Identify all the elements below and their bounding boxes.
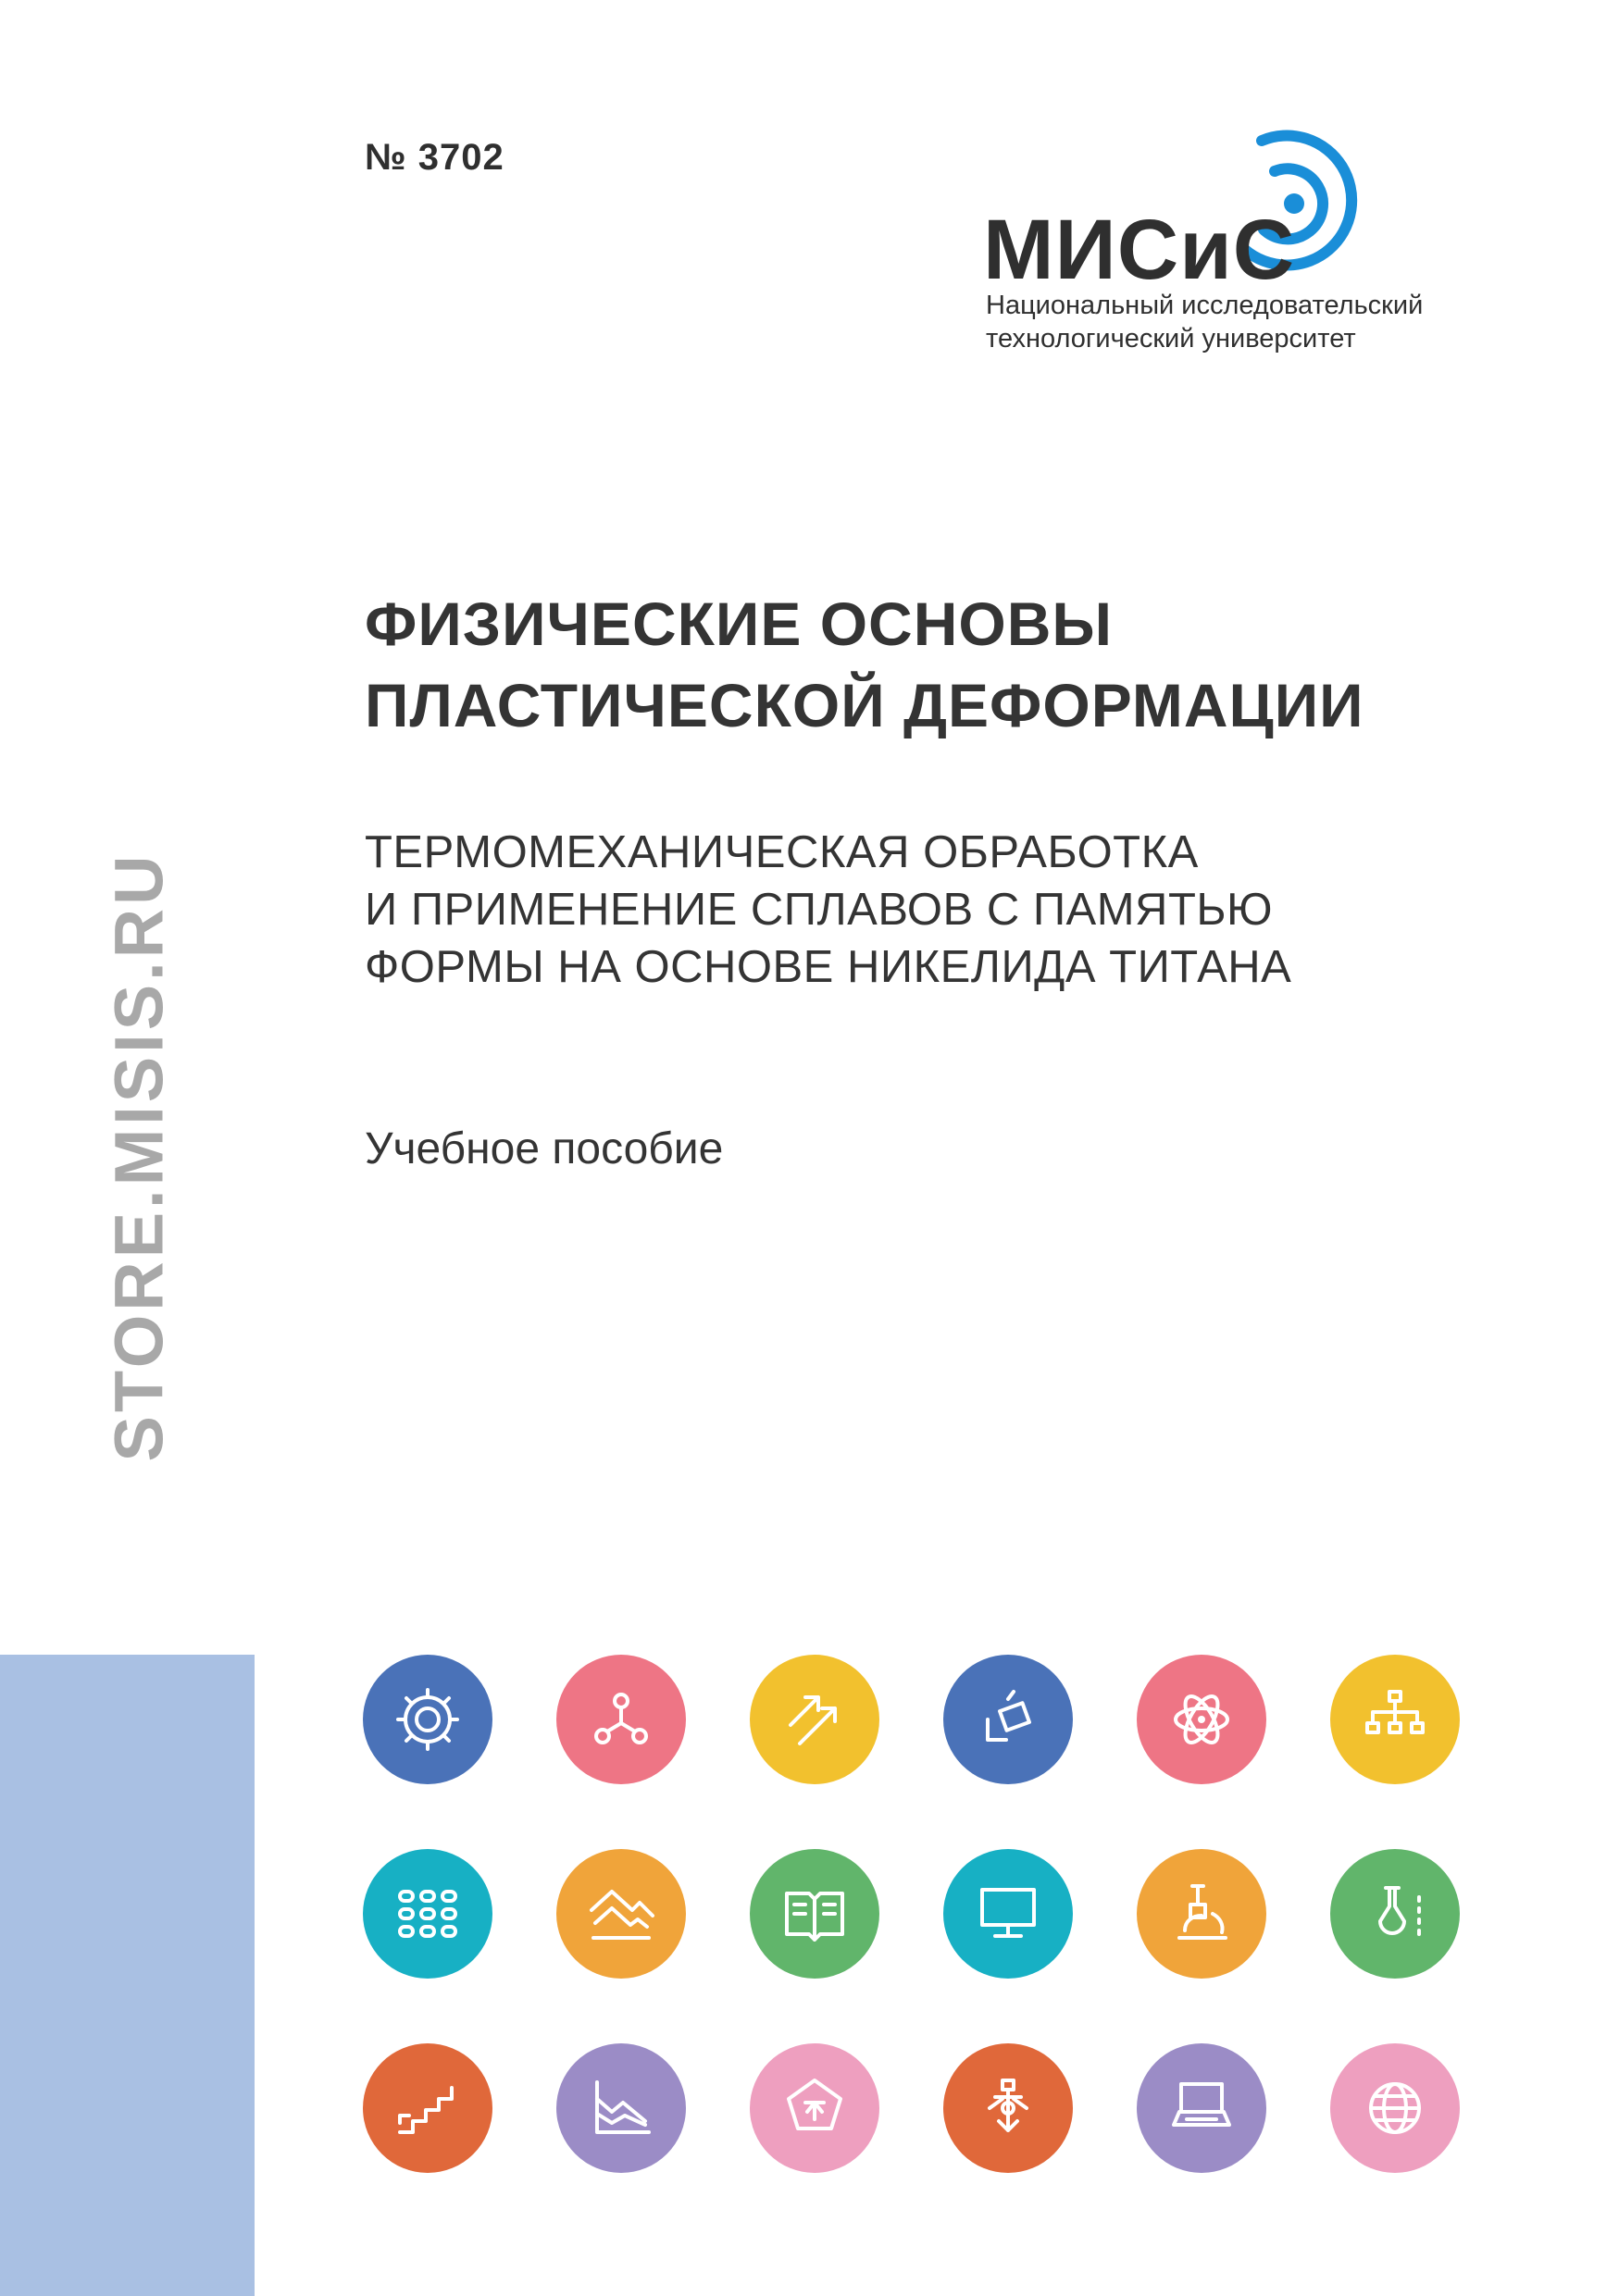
logo-subtitle-line2: технологический университет — [986, 324, 1356, 354]
book-subtitle-line3: ФОРМЫ НА ОСНОВЕ НИКЕЛИДА ТИТАНА — [365, 942, 1292, 992]
laptop-icon — [1137, 2043, 1266, 2173]
logo-subtitle — [986, 289, 1423, 355]
stairs-icon — [363, 2043, 492, 2173]
microscope-icon — [1137, 1849, 1266, 1979]
book-title-line1: ФИЗИЧЕСКИЕ ОСНОВЫ — [365, 590, 1113, 658]
hierarchy-icon — [1330, 1655, 1460, 1784]
graph-icon — [556, 2043, 686, 2173]
flask-icon — [1330, 1849, 1460, 1979]
book-subtitle — [365, 824, 1522, 996]
book-subtitle-line1: ТЕРМОМЕХАНИЧЕСКАЯ ОБРАБОТКА — [365, 827, 1199, 877]
store-url: STORE.MISIS.RU — [100, 851, 178, 1462]
grid-dots-icon — [363, 1849, 492, 1979]
document-type: Учебное пособие — [365, 1124, 724, 1173]
logo-name: МИСиС — [983, 203, 1296, 297]
arrows-icon — [750, 1655, 879, 1784]
monitor-icon — [943, 1849, 1073, 1979]
book-title-line2: ПЛАСТИЧЕСКОЙ ДЕФОРМАЦИИ — [365, 671, 1364, 739]
globe-icon — [1330, 2043, 1460, 2173]
decorative-band — [0, 1655, 255, 2296]
book-title — [365, 583, 1503, 746]
book-subtitle-line2: И ПРИМЕНЕНИЕ СПЛАВОВ С ПАМЯТЬЮ — [365, 885, 1274, 935]
pentagon-icon — [750, 2043, 879, 2173]
mountains-icon — [556, 1849, 686, 1979]
university-logo — [981, 120, 1500, 379]
molecule-icon — [556, 1655, 686, 1784]
gear-icon — [363, 1655, 492, 1784]
ladle-icon — [943, 1655, 1073, 1784]
satellite-icon — [943, 2043, 1073, 2173]
logo-subtitle-line1: Национальный исследовательский — [986, 291, 1424, 320]
book-icon — [750, 1849, 879, 1979]
atom-icon — [1137, 1655, 1266, 1784]
publication-number: № 3702 — [365, 137, 504, 178]
